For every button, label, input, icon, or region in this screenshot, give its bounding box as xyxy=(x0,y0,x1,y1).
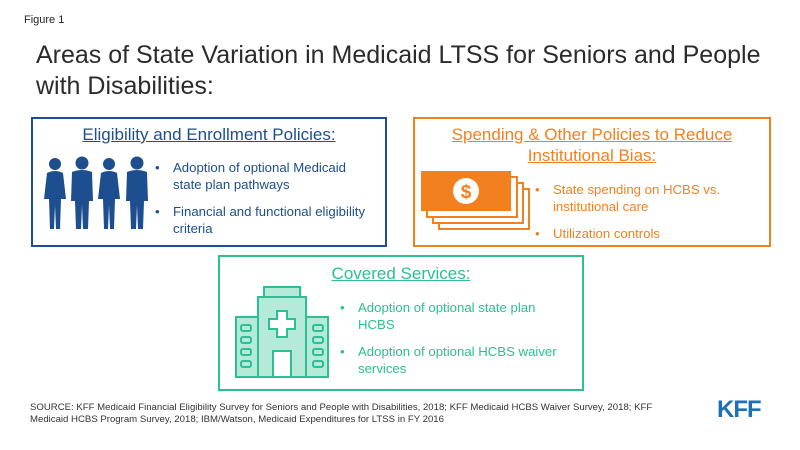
figure-label: Figure 1 xyxy=(24,14,65,26)
people-icon xyxy=(43,155,153,231)
covered-services-box-title: Covered Services: xyxy=(331,264,471,283)
spending-box-title: Spending & Other Policies to Reduce Institutional Bias: xyxy=(451,125,733,165)
bullet-item: • Adoption of optional Medicaid state plan pathways xyxy=(153,159,378,193)
hospital-icon xyxy=(234,283,330,379)
bullet-item: • Adoption of optional HCBS waiver services xyxy=(338,343,568,377)
eligibility-box-title: Eligibility and Enrollment Policies: xyxy=(82,125,336,144)
covered-services-box xyxy=(218,255,584,391)
kff-logo: KFF xyxy=(717,396,761,423)
bullet-item: • Financial and functional eligibility criteria xyxy=(153,203,378,237)
covered-services-bullets xyxy=(338,299,568,387)
eligibility-bullets xyxy=(153,159,378,247)
money-icon xyxy=(421,171,533,233)
spending-box xyxy=(413,117,771,247)
svg-text:$: $ xyxy=(460,182,472,203)
bullet-item: • Utilization controls xyxy=(533,225,758,242)
spending-bullets xyxy=(533,181,758,252)
bullet-item: • State spending on HCBS vs. institutional care xyxy=(533,181,758,215)
source-note: SOURCE: KFF Medicaid Financial Eligibility Survey for Seniors and People with Disabilities, 2018; KFF Medicaid HCBS Waiver Survey, 2018; KFF Medicaid HCBS Program Survey, 2018; IBM/Watson, Medicaid Expenditures for LTSS in FY 2016 xyxy=(30,402,653,425)
bullet-item: • Adoption of optional state plan HCBS xyxy=(338,299,568,333)
eligibility-box xyxy=(31,117,387,247)
figure-title: Areas of State Variation in Medicaid LTSS for Seniors and People with Disabilities: xyxy=(36,41,761,100)
